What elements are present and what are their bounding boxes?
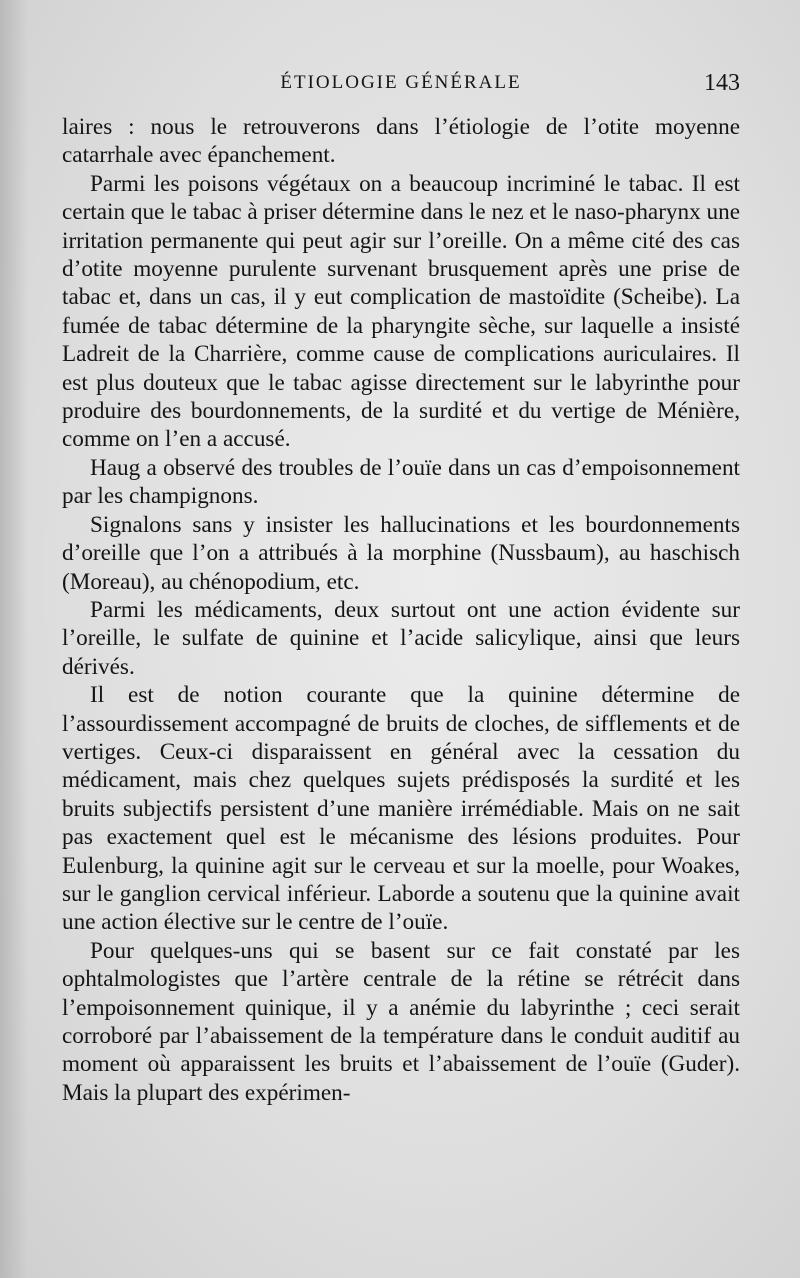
page-header [62, 66, 740, 102]
page-gutter-shadow [0, 0, 28, 1278]
paragraph-tobacco: Parmi les poisons végétaux on a beaucoup incriminé le tabac. Il est certain que le tabac à priser détermine dans le nez et le naso-pharynx une irritation permanente qui peut agir sur l’oreille. On a même cité des cas d’otite moyenne purulente survenant brusquement après une prise de tabac et, dans un cas, il y eut complication de mastoïdite (Scheibe). La fumée de tabac détermine de la pharyngite sèche, sur laquelle a insisté Ladreit de la Charrière, comme cause de complications auriculaires. Il est plus douteux que le tabac agisse directement sur le labyrinthe pour produire des bourdonnements, de la surdité et du vertige de Ménière, comme on l’en a accusé. [62, 170, 740, 453]
paragraph-retina: Pour quelques-uns qui se basent sur ce fait constaté par les ophtalmologistes que l’artère centrale de la rétine se rétrécit dans l’empoisonnement quinique, il y a anémie du labyrinthe ; ceci serait corroboré par l’abaissement de la température dans le conduit auditif au moment où apparaissent les bruits et l’abaissement de l’ouïe (Guder). Mais la plupart des expérimen- [62, 937, 740, 1106]
running-title: ÉTIOLOGIE GÉNÉRALE [280, 72, 522, 93]
paragraph-continued: laires : nous le retrouverons dans l’étiologie de l’otite moyenne catarrhale avec épanchement. [62, 114, 740, 169]
paragraph-hallucinations: Signalons sans y insister les hallucinations et les bourdonnements d’oreille que l’on a attribués à la morphine (Nussbaum), au haschisch (Moreau), au chénopodium, etc. [62, 511, 740, 595]
body-text [62, 113, 740, 1107]
paragraph-quinine: Il est de notion courante que la quinine détermine de l’assourdissement accompagné de bruits de cloches, de sifflements et de vertiges. Ceux-ci disparaissent en général avec la cessation du médicament, mais chez quelques sujets prédisposés la surdité et les bruits subjectifs persistent d’une manière irrémédiable. Mais on ne sait pas exactement quel est le mécanisme des lésions produites. Pour Eulenburg, la quinine agit sur le cerveau et sur la moelle, pour Woakes, sur le ganglion cervical inférieur. Laborde a soutenu que la quinine avait une action élective sur le centre de l’ouïe. [62, 682, 740, 936]
paragraph-medications: Parmi les médicaments, deux surtout ont une action évidente sur l’oreille, le sulfate de quinine et l’acide salicylique, ainsi que leurs dérivés. [62, 596, 740, 680]
paragraph-mushrooms: Haug a observé des troubles de l’ouïe dans un cas d’empoisonnement par les champignons. [62, 454, 740, 510]
page-number: 143 [704, 70, 740, 96]
